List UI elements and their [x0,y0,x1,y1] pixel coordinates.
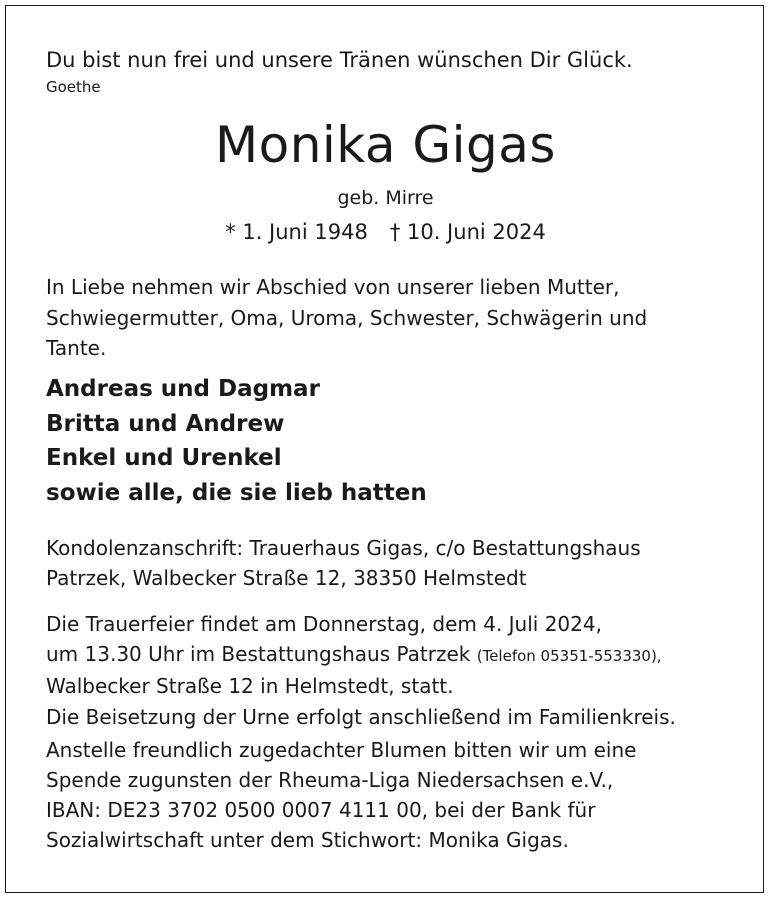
condolence-address [46,533,641,593]
birth-name: geb. Mirre [337,187,434,209]
quote-text: Du bist nun frei und unsere Tränen wünschen Dir Glück. [46,48,633,72]
ceremony-phone: (Telefon 05351-553330), [476,647,662,665]
condolence-line: Kondolenzanschrift: Trauerhaus Gigas, c/o Bestattungshaus [46,536,641,560]
donation-line: Spende zugunsten der Rheuma-Liga Niedersachsen e.V., [46,768,614,792]
ceremony-time-place: um 13.30 Uhr im Bestattungshaus Patrzek [46,642,471,666]
life-dates [0,218,771,246]
ceremony-line [46,639,662,671]
intro-paragraph [46,272,647,364]
family-line: Britta und Andrew [46,411,285,437]
donation-line: Sozialwirtschaft unter dem Stichwort: Monika Gigas. [46,828,569,852]
death-date: † 10. Juni 2024 [389,220,546,244]
donation-line: Anstelle freundlich zugedachter Blumen bitten wir um eine [46,738,637,762]
burial-info: Die Beisetzung der Urne erfolgt anschließend im Familienkreis. [46,705,676,729]
donation-info [46,735,636,855]
quote-author: Goethe [46,78,101,96]
intro-line: Tante. [46,336,107,360]
condolence-line: Patrzek, Walbecker Straße 12, 38350 Helmstedt [46,566,527,590]
intro-line: In Liebe nehmen wir Abschied von unserer lieben Mutter, [46,275,620,299]
ceremony-info [46,609,662,701]
family-line: Andreas und Dagmar [46,376,320,402]
ceremony-line: Die Trauerfeier findet am Donnerstag, dem 4. Juli 2024, [46,612,602,636]
ceremony-line: Walbecker Straße 12 in Helmstedt, statt. [46,674,454,698]
birth-date: * 1. Juni 1948 [225,220,368,244]
donation-line: IBAN: DE23 3702 0500 0007 4111 00, bei der Bank für [46,798,596,822]
family-line: Enkel und Urenkel [46,445,282,471]
intro-line: Schwiegermutter, Oma, Uroma, Schwester, Schwägerin und [46,305,648,330]
family-line: sowie alle, die sie lieb hatten [46,480,427,506]
deceased-name: Monika Gigas [215,116,556,174]
